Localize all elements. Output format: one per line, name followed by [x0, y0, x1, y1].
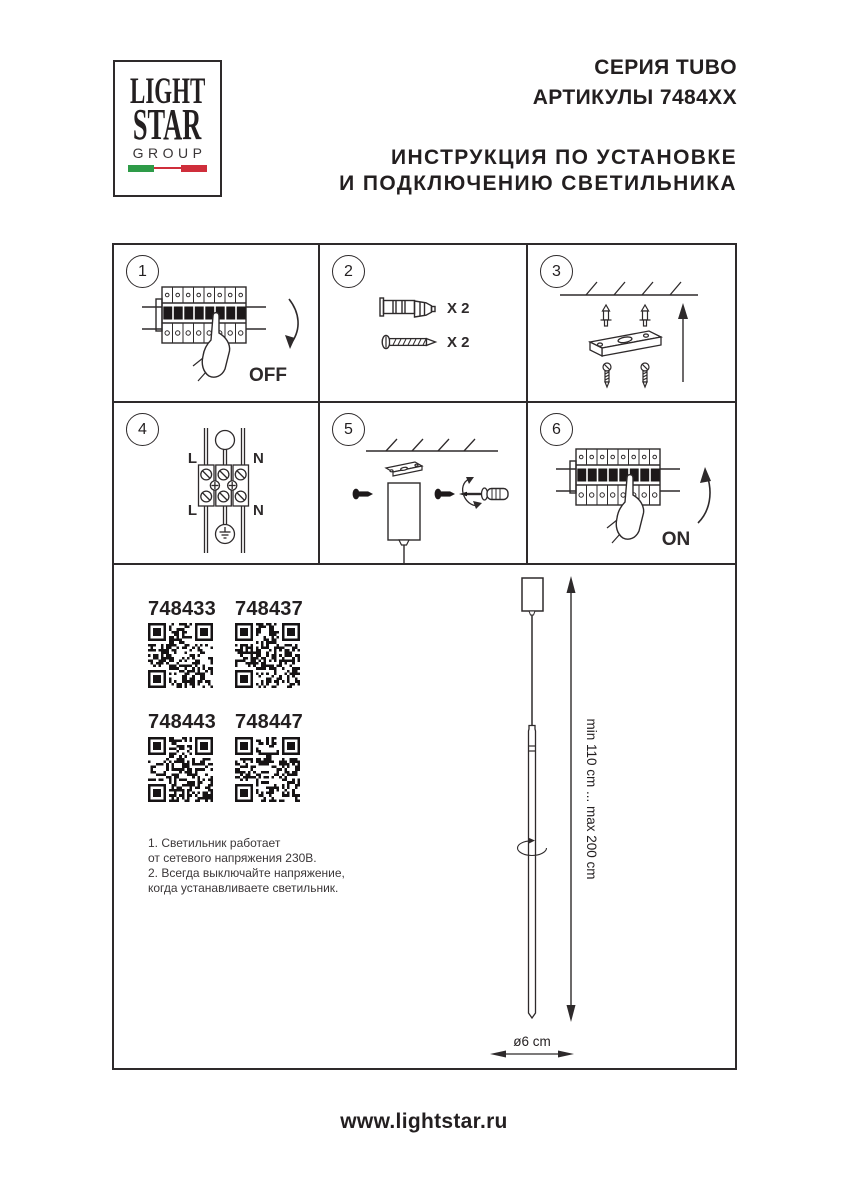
height-range-label: min 110 cm ... max 200 cm [584, 718, 599, 880]
step-5-panel [320, 403, 528, 565]
instruction-grid [112, 243, 737, 1070]
ground-symbol-icon [216, 525, 235, 544]
screw-down-icons [603, 363, 649, 387]
articles-line: АРТИКУЛЫ 7484XX [532, 86, 737, 109]
screw-right-icon [435, 489, 455, 500]
down-curved-arrow-icon [285, 299, 298, 349]
terminal-label-bottom-right: N [253, 502, 264, 519]
instruction-title [339, 145, 737, 197]
website-url: www.lightstar.ru [340, 1110, 508, 1133]
terminal-block-icon [199, 465, 249, 506]
note-line: 2. Всегда выключайте напряжение, [148, 866, 345, 880]
step-2-panel [320, 245, 528, 403]
on-label: ON [661, 529, 691, 550]
article-code: 748433 [148, 598, 216, 620]
mounting-bracket-icon [590, 331, 661, 356]
screw-left-icon [353, 489, 373, 500]
series-title: СЕРИЯ TUBO [594, 56, 737, 79]
breaker-toggles-off [163, 307, 245, 320]
italian-flag-bar [128, 165, 207, 172]
step-1-number: 1 [126, 255, 159, 288]
ceiling-line [366, 439, 498, 451]
step-6-panel [528, 403, 735, 565]
flag-red-line [154, 167, 180, 169]
logo-word-group: GROUP [132, 145, 207, 161]
wall-plug-icon [380, 298, 435, 317]
header [339, 53, 737, 197]
step-5-number: 5 [332, 413, 365, 446]
diameter-dimension-arrow [490, 1051, 574, 1058]
terminal-label-top-right: N [253, 450, 264, 467]
article-code: 748443 [148, 711, 216, 733]
pendant-lamp-illustration [522, 578, 543, 1018]
flag-green-segment [128, 165, 154, 172]
terminal-label-top-left: L [187, 450, 197, 467]
canopy-icon [388, 483, 420, 565]
instruction-title-line2: И ПОДКЛЮЧЕНИЮ СВЕТИЛЬНИКА [339, 172, 737, 195]
up-arrow-icon [678, 303, 688, 382]
height-dimension-arrow [567, 576, 576, 1022]
cable-loop-icon [216, 431, 235, 450]
screwdriver-icon [459, 488, 508, 500]
ceiling-line [560, 282, 698, 295]
dowel-quantity-label: X 2 [447, 300, 470, 317]
article-code: 748447 [235, 711, 303, 733]
screw-quantity-label: X 2 [447, 334, 470, 351]
screw-icon [382, 335, 435, 348]
step-3-panel [528, 245, 735, 403]
mounting-bracket-icon [386, 462, 422, 476]
note-line: от сетевого напряжения 230В. [148, 851, 317, 865]
instruction-title-line1: ИНСТРУКЦИЯ ПО УСТАНОВКЕ [390, 146, 737, 169]
step-4-number: 4 [126, 413, 159, 446]
diameter-label: ø6 cm [513, 1034, 551, 1049]
product-info-panel [114, 565, 735, 1068]
step-6-number: 6 [540, 413, 573, 446]
lightstar-logo [113, 60, 222, 197]
article-code: 748437 [235, 598, 303, 620]
logo-word-light: LIGHT [129, 71, 206, 112]
logo-word-star: STAR [133, 100, 202, 149]
note-line: когда устанавливаете светильник. [148, 881, 339, 895]
flag-red-segment [181, 165, 207, 172]
up-curved-arrow-icon [698, 467, 711, 523]
off-label: OFF [249, 365, 287, 386]
step-3-number: 3 [540, 255, 573, 288]
terminal-label-bottom-left: L [187, 502, 197, 519]
step-1-panel [114, 245, 320, 403]
note-line: 1. Светильник работает [148, 836, 281, 850]
pendant-lamp-dimension-drawing [114, 565, 735, 1068]
wall-plug-up-icons [601, 305, 651, 326]
breaker-toggles-on [577, 469, 659, 482]
step-4-panel [114, 403, 320, 565]
step-2-number: 2 [332, 255, 365, 288]
